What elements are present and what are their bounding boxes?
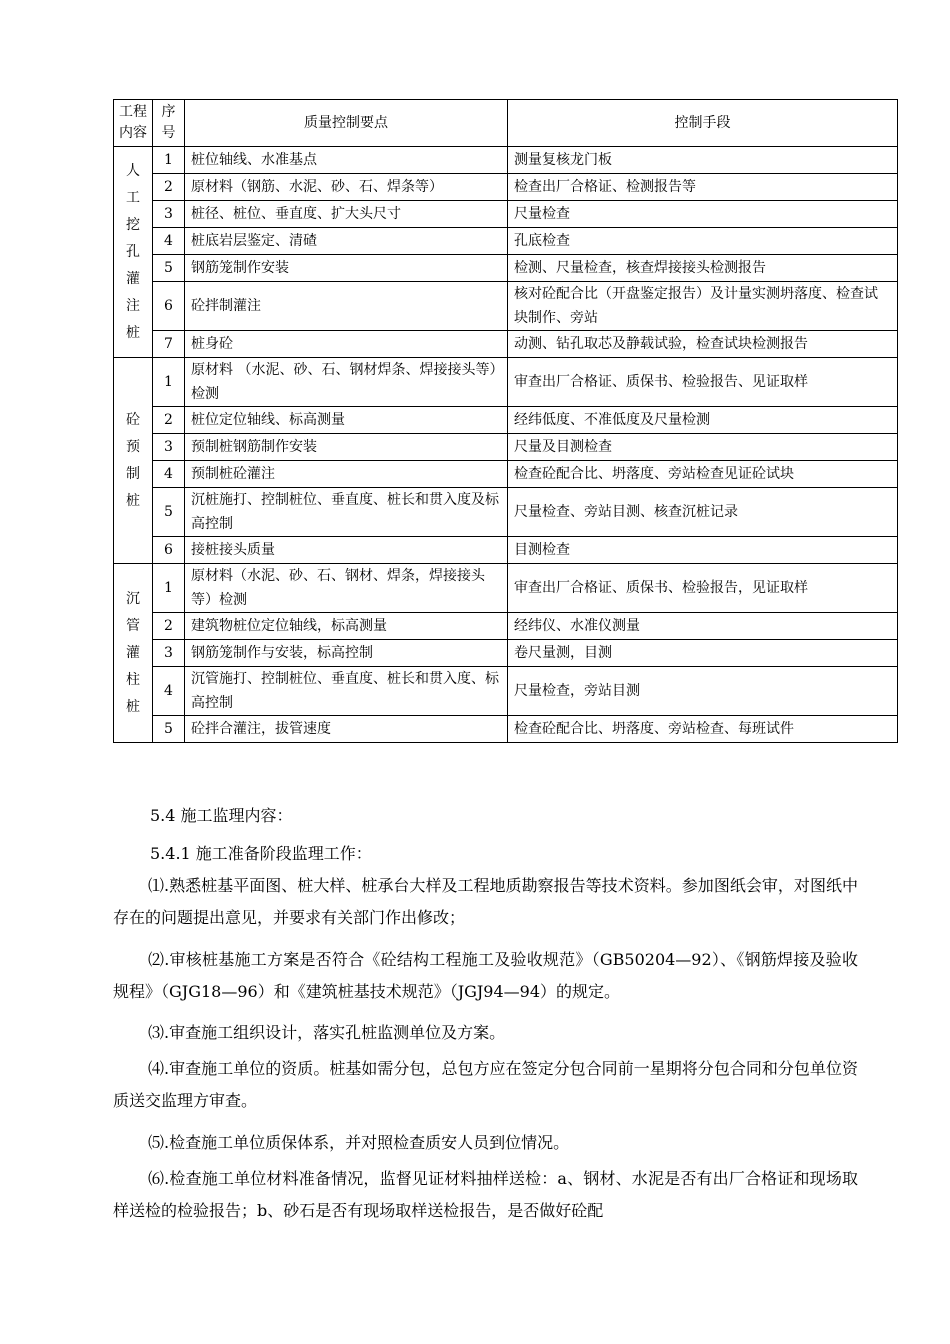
table-row <box>114 331 898 358</box>
paragraph-item-4: ⑷.审查施工单位的资质。桩基如需分包，总包方应在签定分包合同前一星期将分包合同和分包单位资质送交监理方审查。 <box>113 1059 858 1110</box>
table-row <box>114 434 898 461</box>
row-number: 4 <box>153 667 185 716</box>
control-means: 尺量检查、旁站目测、核查沉桩记录 <box>508 488 898 537</box>
category-cell <box>114 358 153 564</box>
control-means: 检查出厂合格证、检测报告等 <box>508 174 898 201</box>
row-number: 2 <box>153 613 185 640</box>
control-means: 尺量检查，旁站目测 <box>508 667 898 716</box>
table-row <box>114 255 898 282</box>
table-row <box>114 564 898 613</box>
control-means: 核对砼配合比（开盘鉴定报告）及计量实测坍落度、检查试块制作、旁站 <box>508 282 898 331</box>
control-point: 沉桩施打、控制桩位、垂直度、桩长和贯入度及标高控制 <box>185 488 508 537</box>
control-means: 尺量及目测检查 <box>508 434 898 461</box>
control-point: 桩位轴线、水准基点 <box>185 147 508 174</box>
table-row <box>114 201 898 228</box>
control-point: 原材料 （水泥、砂、石、钢材焊条、焊接接头等）检测 <box>185 358 508 407</box>
row-number: 6 <box>153 537 185 564</box>
control-means: 卷尺量测，目测 <box>508 640 898 667</box>
table-header-row <box>114 100 898 147</box>
control-point: 预制桩砼灌注 <box>185 461 508 488</box>
row-number: 1 <box>153 358 185 407</box>
paragraph-item-5: ⑸.检查施工单位质保体系，并对照检查质安人员到位情况。 <box>148 1133 570 1152</box>
row-number: 3 <box>153 640 185 667</box>
table-row <box>114 282 898 331</box>
control-means: 审查出厂合格证、质保书、检验报告，见证取样 <box>508 564 898 613</box>
row-number: 5 <box>153 255 185 282</box>
category-char: 挖 <box>126 216 140 233</box>
control-means: 目测检查 <box>508 537 898 564</box>
control-means: 检查砼配合比、坍落度、旁站检查见证砼试块 <box>508 461 898 488</box>
paragraph-item-1: ⑴.熟悉桩基平面图、桩大样、桩承台大样及工程地质勘察报告等技术资料。参加图纸会审，对图纸中存在的问题提出意见，并要求有关部门作出修改； <box>113 876 858 927</box>
category-char: 制 <box>126 465 140 482</box>
header-points: 质量控制要点 <box>185 100 508 147</box>
table-row <box>114 358 898 407</box>
row-number: 5 <box>153 716 185 743</box>
row-number: 3 <box>153 201 185 228</box>
control-means: 尺量检查 <box>508 201 898 228</box>
control-point: 建筑物桩位定位轴线，标高测量 <box>185 613 508 640</box>
control-means: 审查出厂合格证、质保书、检验报告、见证取样 <box>508 358 898 407</box>
control-point: 原材料（钢筋、水泥、砂、石、焊条等） <box>185 174 508 201</box>
table-row <box>114 716 898 743</box>
control-point: 原材料（水泥、砂、石、钢材、焊条，焊接接头等）检测 <box>185 564 508 613</box>
row-number: 2 <box>153 174 185 201</box>
control-means: 孔底检查 <box>508 228 898 255</box>
control-point: 沉管施打、控制桩位、垂直度、桩长和贯入度、标高控制 <box>185 667 508 716</box>
table-row <box>114 667 898 716</box>
row-number: 6 <box>153 282 185 331</box>
control-means: 经纬仪、水准仪测量 <box>508 613 898 640</box>
table-row <box>114 537 898 564</box>
control-point: 桩径、桩位、垂直度、扩大头尺寸 <box>185 201 508 228</box>
row-number: 2 <box>153 407 185 434</box>
paragraph-item-6: ⑹.检查施工单位材料准备情况，监督见证材料抽样送检：a、钢材、水泥是否有出厂合格证和现场取样送检的检验报告；b、砂石是否有现场取样送检报告，是否做好砼配 <box>113 1169 858 1220</box>
control-means: 检查砼配合比、坍落度、旁站检查、每班试件 <box>508 716 898 743</box>
control-point: 桩位定位轴线、标高测量 <box>185 407 508 434</box>
category-cell <box>114 564 153 743</box>
row-number: 7 <box>153 331 185 358</box>
control-point: 钢筋笼制作安装 <box>185 255 508 282</box>
control-point: 桩身砼 <box>185 331 508 358</box>
category-char: 柱 <box>126 671 140 688</box>
category-char: 管 <box>126 617 140 634</box>
control-point: 桩底岩层鉴定、清碴 <box>185 228 508 255</box>
row-number: 5 <box>153 488 185 537</box>
header-no: 序 号 <box>153 100 185 147</box>
control-point: 预制桩钢筋制作安装 <box>185 434 508 461</box>
row-number: 1 <box>153 564 185 613</box>
table-row <box>114 407 898 434</box>
control-point: 接桩接头质量 <box>185 537 508 564</box>
control-point: 砼拌制灌注 <box>185 282 508 331</box>
category-cell <box>114 147 153 358</box>
table-row <box>114 613 898 640</box>
control-means: 经纬低度、不准低度及尺量检测 <box>508 407 898 434</box>
category-char: 灌 <box>126 270 140 287</box>
control-means: 测量复核龙门板 <box>508 147 898 174</box>
table-row <box>114 488 898 537</box>
table-row <box>114 461 898 488</box>
table-row <box>114 147 898 174</box>
control-point: 砼拌合灌注，拔管速度 <box>185 716 508 743</box>
row-number: 1 <box>153 147 185 174</box>
table-row <box>114 174 898 201</box>
header-category: 工程 内容 <box>114 100 153 147</box>
category-char: 孔 <box>126 243 140 260</box>
category-char: 人 <box>126 162 140 179</box>
control-point: 钢筋笼制作与安装，标高控制 <box>185 640 508 667</box>
section-heading: 5.4 施工监理内容： <box>150 806 293 825</box>
category-char: 注 <box>126 297 140 314</box>
row-number: 3 <box>153 434 185 461</box>
category-char: 桩 <box>126 698 140 715</box>
subsection-heading: 5.4.1 施工准备阶段监理工作： <box>150 844 372 863</box>
category-char: 沉 <box>126 590 140 607</box>
control-means: 动测、钻孔取芯及静载试验，检查试块检测报告 <box>508 331 898 358</box>
header-means: 控制手段 <box>508 100 898 147</box>
category-char: 预 <box>126 438 140 455</box>
category-char: 砼 <box>126 411 140 428</box>
category-char: 桩 <box>126 492 140 509</box>
quality-control-table <box>113 99 898 743</box>
category-char: 灌 <box>126 644 140 661</box>
paragraph-item-3: ⑶.审查施工组织设计，落实孔桩监测单位及方案。 <box>148 1023 506 1042</box>
control-means: 检测、尺量检查，核查焊接接头检测报告 <box>508 255 898 282</box>
paragraph-item-2: ⑵.审核桩基施工方案是否符合《砼结构工程施工及验收规范》（GB50204—92）、《钢筋焊接及验收规程》（GJG18—96）和《建筑桩基技术规范》（JGJ94—94）的规定。 <box>113 950 858 1001</box>
row-number: 4 <box>153 461 185 488</box>
category-char: 工 <box>126 189 140 206</box>
table-row <box>114 228 898 255</box>
row-number: 4 <box>153 228 185 255</box>
category-char: 桩 <box>126 324 140 341</box>
table-row <box>114 640 898 667</box>
